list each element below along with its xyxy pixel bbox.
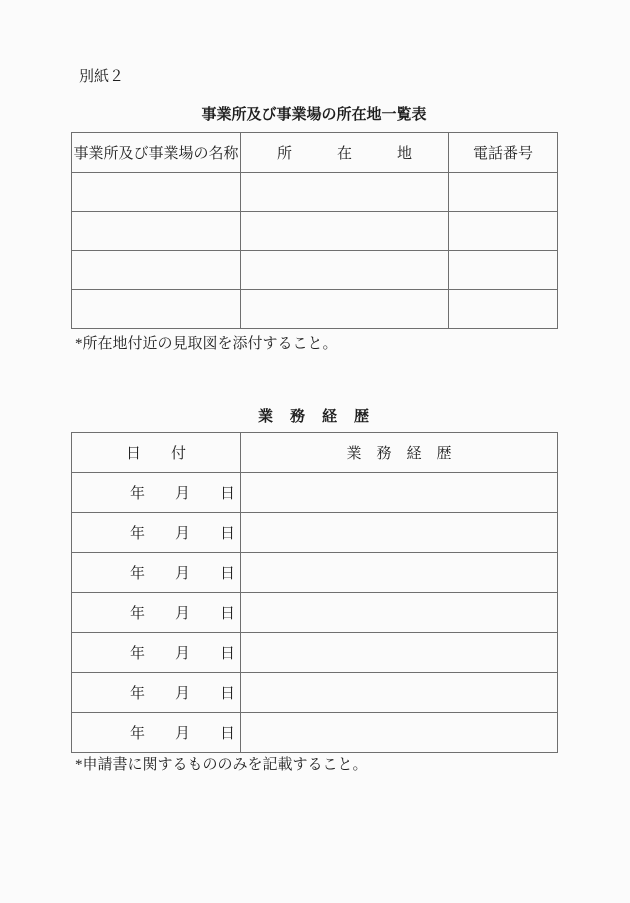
location-address-cell xyxy=(241,251,449,290)
history-header-career: 業 務 経 歴 xyxy=(241,433,558,473)
location-phone-cell xyxy=(449,251,558,290)
location-phone-cell xyxy=(449,290,558,329)
location-name-cell xyxy=(72,212,241,251)
attachment-label: 別紙２ xyxy=(79,69,125,85)
location-address-cell xyxy=(241,173,449,212)
location-header-row xyxy=(72,133,558,173)
history-date-cell: 年 月 日 xyxy=(72,633,241,673)
location-table xyxy=(71,132,558,329)
location-phone-cell xyxy=(449,212,558,251)
history-career-cell xyxy=(241,593,558,633)
history-date-cell: 年 月 日 xyxy=(72,673,241,713)
history-career-cell xyxy=(241,473,558,513)
history-date-cell: 年 月 日 xyxy=(72,553,241,593)
location-name-cell xyxy=(72,173,241,212)
location-address-cell xyxy=(241,290,449,329)
history-row xyxy=(72,633,558,673)
location-table-note: *所在地付近の見取図を添付すること。 xyxy=(75,336,338,352)
location-row xyxy=(72,212,558,251)
history-table-title: 業 務 経 歴 xyxy=(257,409,370,425)
history-table-note: *申請書に関するもののみを記載すること。 xyxy=(75,757,368,773)
history-table xyxy=(71,432,558,753)
history-row xyxy=(72,713,558,753)
location-address-cell xyxy=(241,212,449,251)
history-date-cell: 年 月 日 xyxy=(72,713,241,753)
history-date-cell: 年 月 日 xyxy=(72,593,241,633)
history-career-cell xyxy=(241,713,558,753)
history-date-cell: 年 月 日 xyxy=(72,513,241,553)
location-name-cell xyxy=(72,290,241,329)
history-date-cell: 年 月 日 xyxy=(72,473,241,513)
history-career-cell xyxy=(241,513,558,553)
history-row xyxy=(72,673,558,713)
history-row xyxy=(72,473,558,513)
location-table-title: 事業所及び事業場の所在地一覧表 xyxy=(201,107,427,123)
location-phone-cell xyxy=(449,173,558,212)
history-career-cell xyxy=(241,633,558,673)
location-row xyxy=(72,290,558,329)
location-header-name: 事業所及び事業場の名称 xyxy=(72,133,241,173)
history-career-cell xyxy=(241,673,558,713)
location-row xyxy=(72,251,558,290)
history-header-date: 日 付 xyxy=(72,433,241,473)
location-header-address: 所 在 地 xyxy=(241,133,449,173)
location-row xyxy=(72,173,558,212)
history-row xyxy=(72,553,558,593)
history-header-row xyxy=(72,433,558,473)
history-row xyxy=(72,593,558,633)
location-name-cell xyxy=(72,251,241,290)
history-row xyxy=(72,513,558,553)
location-header-phone: 電話番号 xyxy=(449,133,558,173)
history-career-cell xyxy=(241,553,558,593)
